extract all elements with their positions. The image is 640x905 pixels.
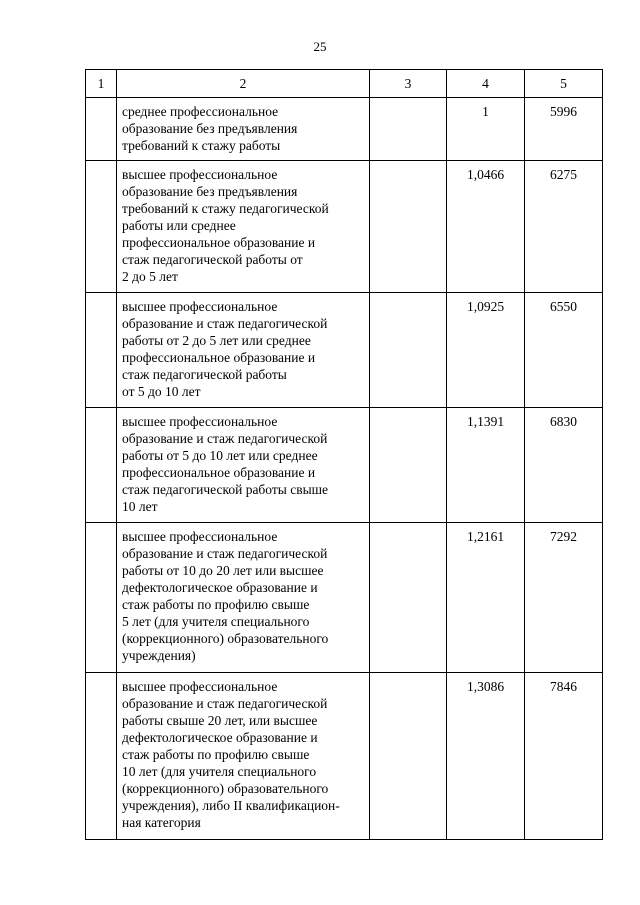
row-number-cell — [86, 408, 117, 523]
salary-cell: 7846 — [525, 673, 603, 840]
row-number-cell — [86, 98, 117, 161]
column-header-2: 2 — [117, 70, 370, 98]
column-header-4: 4 — [447, 70, 525, 98]
table-row — [86, 673, 603, 840]
table-row — [86, 523, 603, 673]
coefficient-cell: 1,3086 — [447, 673, 525, 840]
row-number-cell — [86, 161, 117, 293]
requirement-description: среднее профессиональное образование без предъявления требований к стажу работы — [117, 98, 370, 161]
empty-cell — [370, 293, 447, 408]
salary-cell: 6550 — [525, 293, 603, 408]
coefficient-cell: 1 — [447, 98, 525, 161]
table-row — [86, 161, 603, 293]
salary-cell: 6275 — [525, 161, 603, 293]
empty-cell — [370, 408, 447, 523]
row-number-cell — [86, 673, 117, 840]
coefficient-cell: 1,0925 — [447, 293, 525, 408]
salary-cell: 6830 — [525, 408, 603, 523]
table-header-row — [86, 70, 603, 98]
table-row — [86, 98, 603, 161]
coefficient-cell: 1,1391 — [447, 408, 525, 523]
column-header-5: 5 — [525, 70, 603, 98]
requirement-description: высшее профессиональное образование без предъявления требований к стажу педагогической работы или среднее профессиональное образование и стаж педагогической работы от 2 до 5 лет — [117, 161, 370, 293]
requirement-description: высшее профессиональное образование и стаж педагогической работы свыше 20 лет, или высшее дефектологическое образование и стаж работы по профилю свыше 10 лет (для учителя специального (коррекционного) образовательного учреждения), либо II квалификацион- ная категория — [117, 673, 370, 840]
coefficient-cell: 1,2161 — [447, 523, 525, 673]
requirement-description: высшее профессиональное образование и стаж педагогической работы от 10 до 20 лет или высшее дефектологическое образование и стаж работы по профилю свыше 5 лет (для учителя специального (коррекционного) образовательного учреждения) — [117, 523, 370, 673]
salary-cell: 5996 — [525, 98, 603, 161]
table-row — [86, 293, 603, 408]
row-number-cell — [86, 293, 117, 408]
requirement-description: высшее профессиональное образование и стаж педагогической работы от 2 до 5 лет или среднее профессиональное образование и стаж педагогической работы от 5 до 10 лет — [117, 293, 370, 408]
empty-cell — [370, 161, 447, 293]
empty-cell — [370, 523, 447, 673]
empty-cell — [370, 98, 447, 161]
empty-cell — [370, 673, 447, 840]
salary-table — [85, 69, 603, 840]
page-number: 25 — [313, 39, 327, 54]
row-number-cell — [86, 523, 117, 673]
salary-cell: 7292 — [525, 523, 603, 673]
table-row — [86, 408, 603, 523]
column-header-1: 1 — [86, 70, 117, 98]
coefficient-cell: 1,0466 — [447, 161, 525, 293]
column-header-3: 3 — [370, 70, 447, 98]
requirement-description: высшее профессиональное образование и стаж педагогической работы от 5 до 10 лет или среднее профессиональное образование и стаж педагогической работы свыше 10 лет — [117, 408, 370, 523]
